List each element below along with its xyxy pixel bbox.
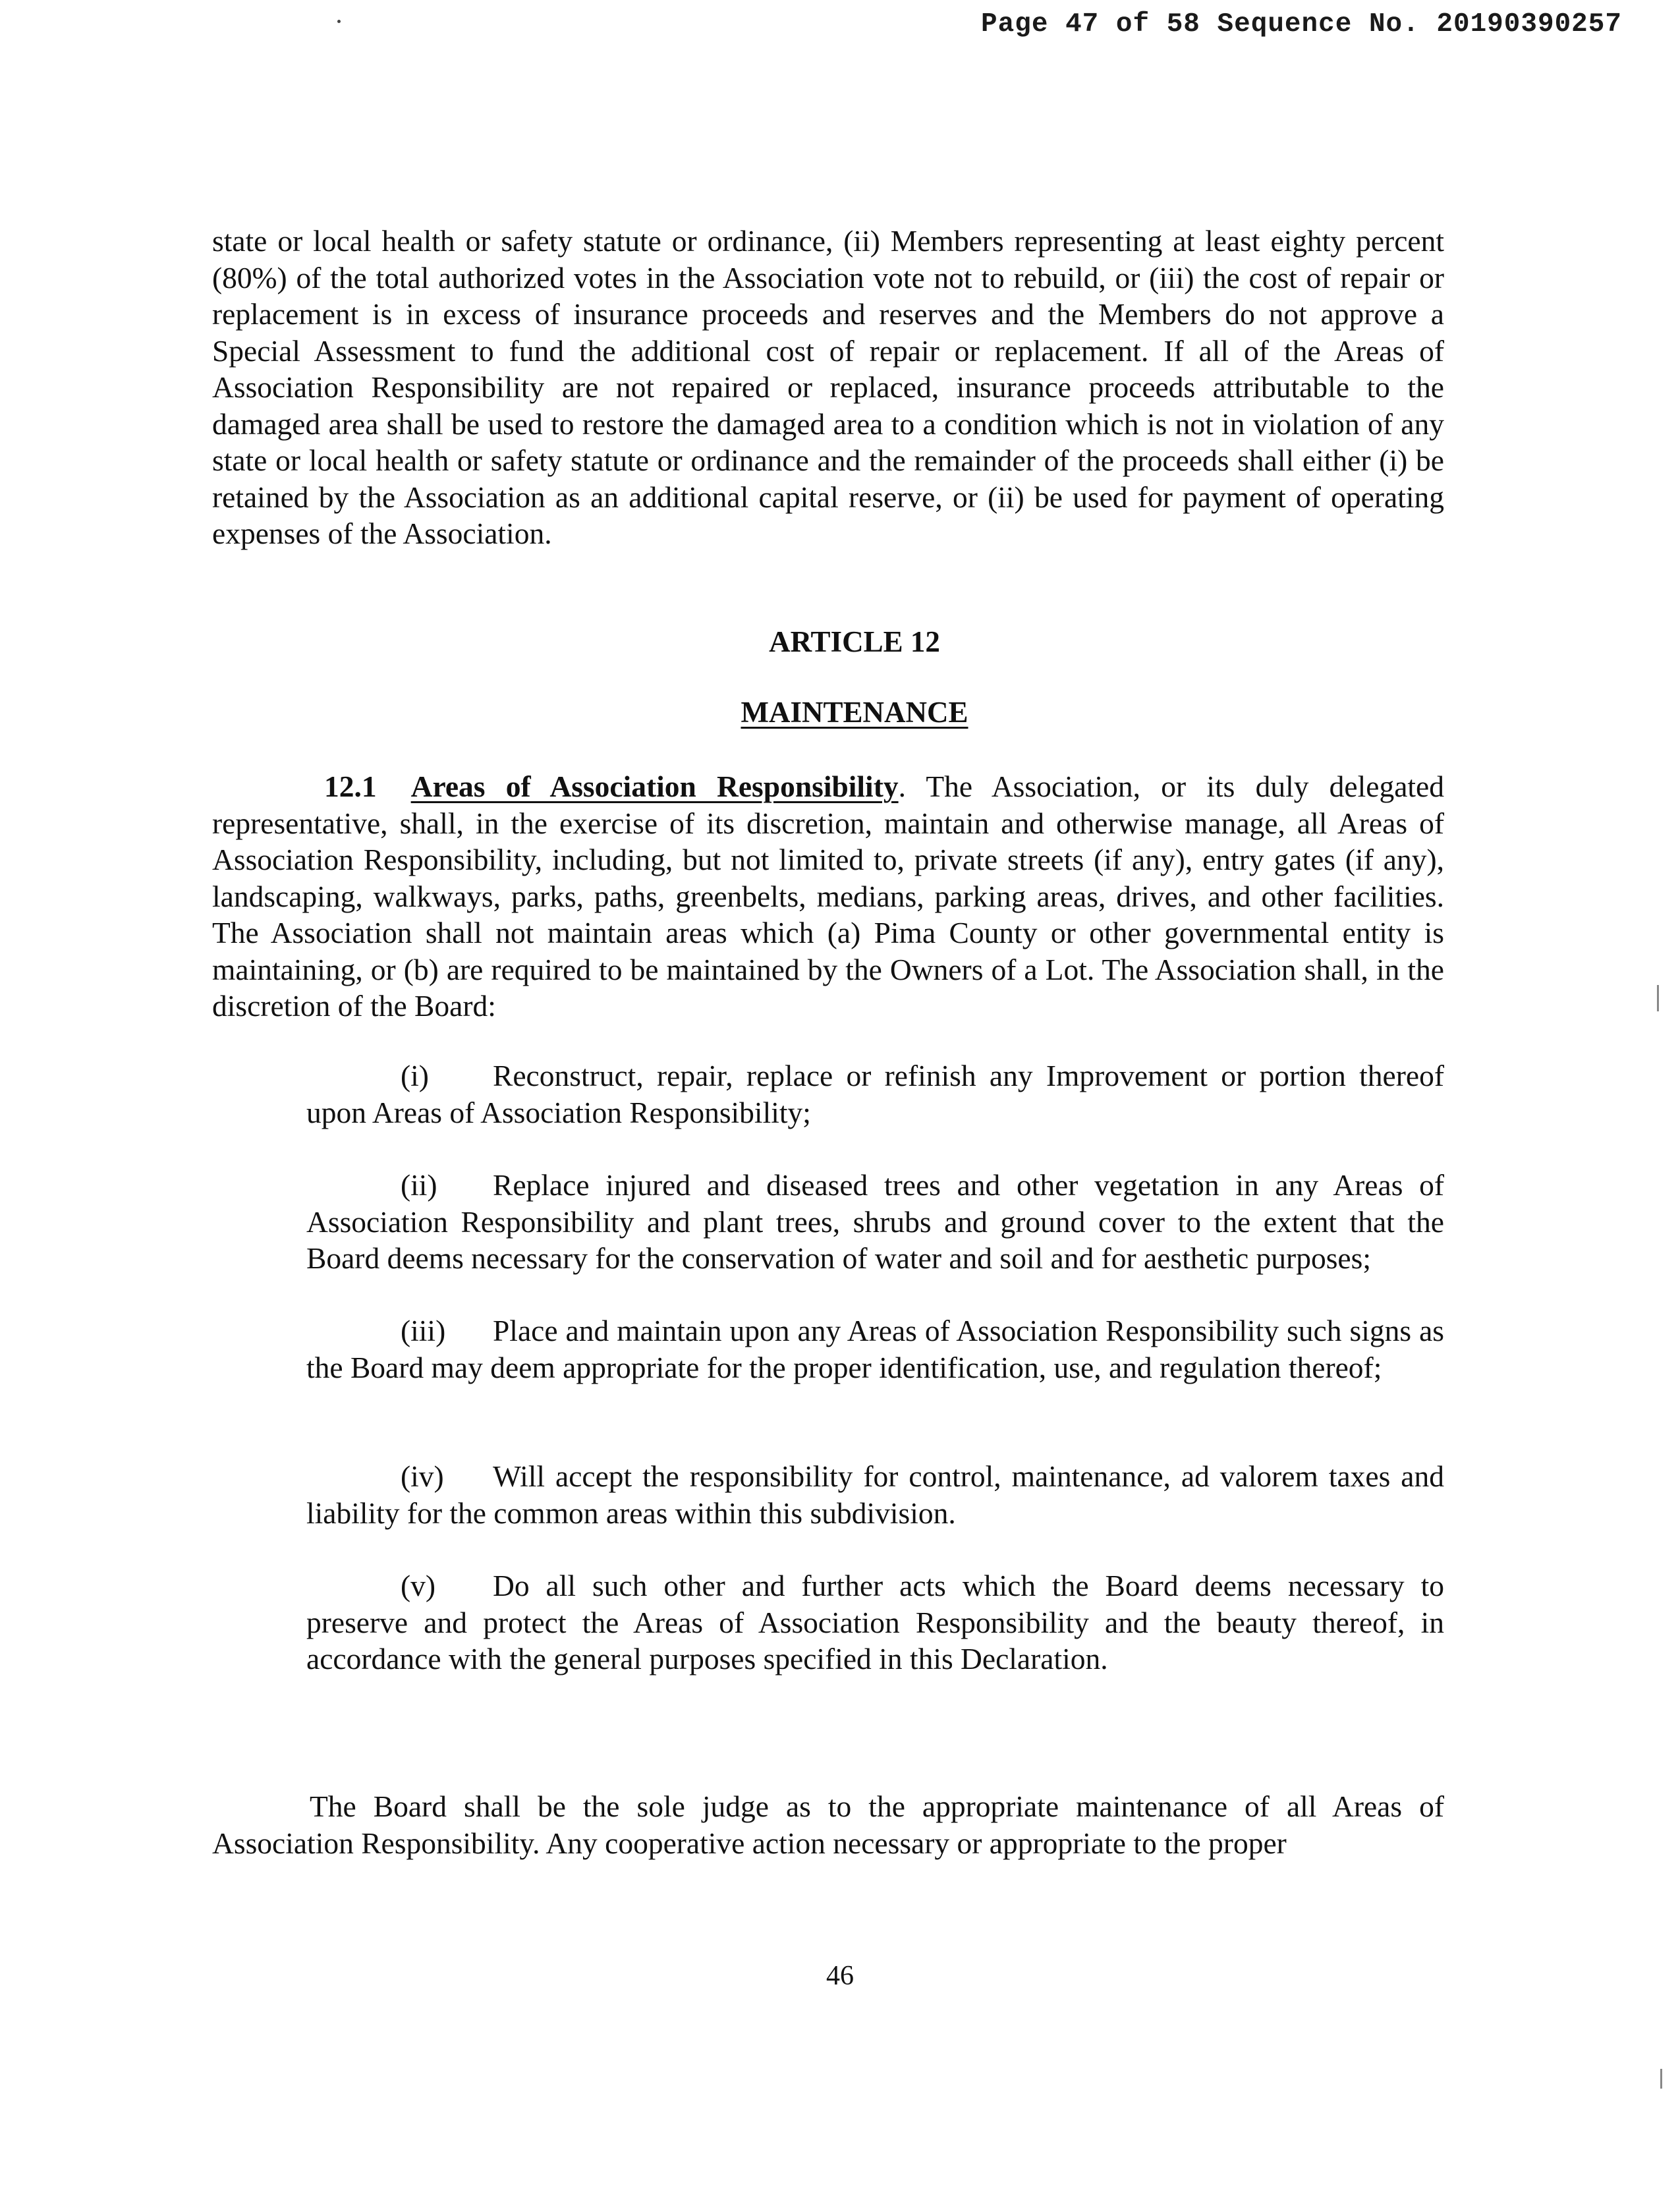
list-item-text: Do all such other and further acts which the Board deems necessary to preserve and protect the Areas of Association Responsibility and the beauty thereof, in accordance with the general purposes specified in this Declaration. (306, 1569, 1444, 1675)
section-number: 12.1 (324, 770, 377, 803)
list-item (306, 1312, 1444, 1386)
list-item-number: (ii) (401, 1168, 437, 1202)
section-paragraph (212, 768, 1444, 1025)
section-title-period: . (898, 770, 906, 803)
article-heading: ARTICLE 12 (769, 625, 940, 658)
scan-margin-mark (1660, 2069, 1662, 2089)
list-item-text: Reconstruct, repair, replace or refinish any Improvement or portion thereof upon Areas of Association Responsibility; (306, 1059, 1444, 1129)
article-title-text: MAINTENANCE (741, 696, 968, 729)
list-item-text: Will accept the responsibility for control, maintenance, ad valorem taxes and liability for the common areas within this subdivision. (306, 1459, 1444, 1530)
list-item (306, 1167, 1444, 1277)
list-item-number: (iii) (401, 1314, 446, 1347)
section-body: The Association, or its duly delegated representative, shall, in the exercise of its discretion, maintain and otherwise manage, all Areas of Association Responsibility, including, but not limited to, private streets (if any), entry gates (if any), landscaping, walkways, parks, paths, greenbelts, medians, parking areas, drives, and other facilities. The Association shall not maintain areas which (a) Pima County or other governmental entity is maintaining, or (b) are required to be maintained by the Owners of a Lot. The Association shall, in the discretion of the Board: (212, 770, 1444, 1023)
sequence-header: Page 47 of 58 Sequence No. 20190390257 (981, 9, 1622, 40)
list-item-text: Place and maintain upon any Areas of Association Responsibility such signs as the Board may deem appropriate for the proper identification, use, and regulation thereof; (306, 1314, 1444, 1384)
closing-paragraph: The Board shall be the sole judge as to the appropriate maintenance of all Areas of Association Responsibility. Any cooperative action necessary or appropriate to the proper (212, 1789, 1444, 1860)
list-item (306, 1458, 1444, 1531)
list-item-number: (i) (401, 1059, 429, 1092)
continuation-paragraph: state or local health or safety statute or ordinance, (ii) Members representing at least eighty percent (80%) of the total authorized votes in the Association vote not to rebuild, or (iii) the cost of repair or replacement is in excess of insurance proceeds and reserves and the Members do not approve a Special Assessment to fund the additional cost of repair or replacement. If all of the Areas of Association Responsibility are not repaired or replaced, insurance proceeds attributable to the damaged area shall be used to restore the damaged area to a condition which is not in violation of any state or local health or safety statute or ordinance and the remainder of the proceeds shall either (i) be retained by the Association as an additional capital reserve, or (ii) be used for payment of operating expenses of the Association. (212, 224, 1444, 550)
scan-margin-mark (1657, 985, 1659, 1011)
article-title (14, 695, 1680, 729)
list-item-number: (iv) (401, 1459, 444, 1493)
list-item-text: Replace injured and diseased trees and other vegetation in any Areas of Association Responsibility and plant trees, shrubs and ground cover to the extent that the Board deems necessary for the conservation of water and soil and for aesthetic purposes; (306, 1168, 1444, 1275)
list-item (306, 1567, 1444, 1677)
list-item-number: (v) (401, 1569, 436, 1602)
section-title: Areas of Association Responsibility (410, 770, 899, 803)
page-number: 46 (826, 1961, 854, 1991)
scan-speck (337, 20, 341, 23)
list-item (306, 1057, 1444, 1131)
